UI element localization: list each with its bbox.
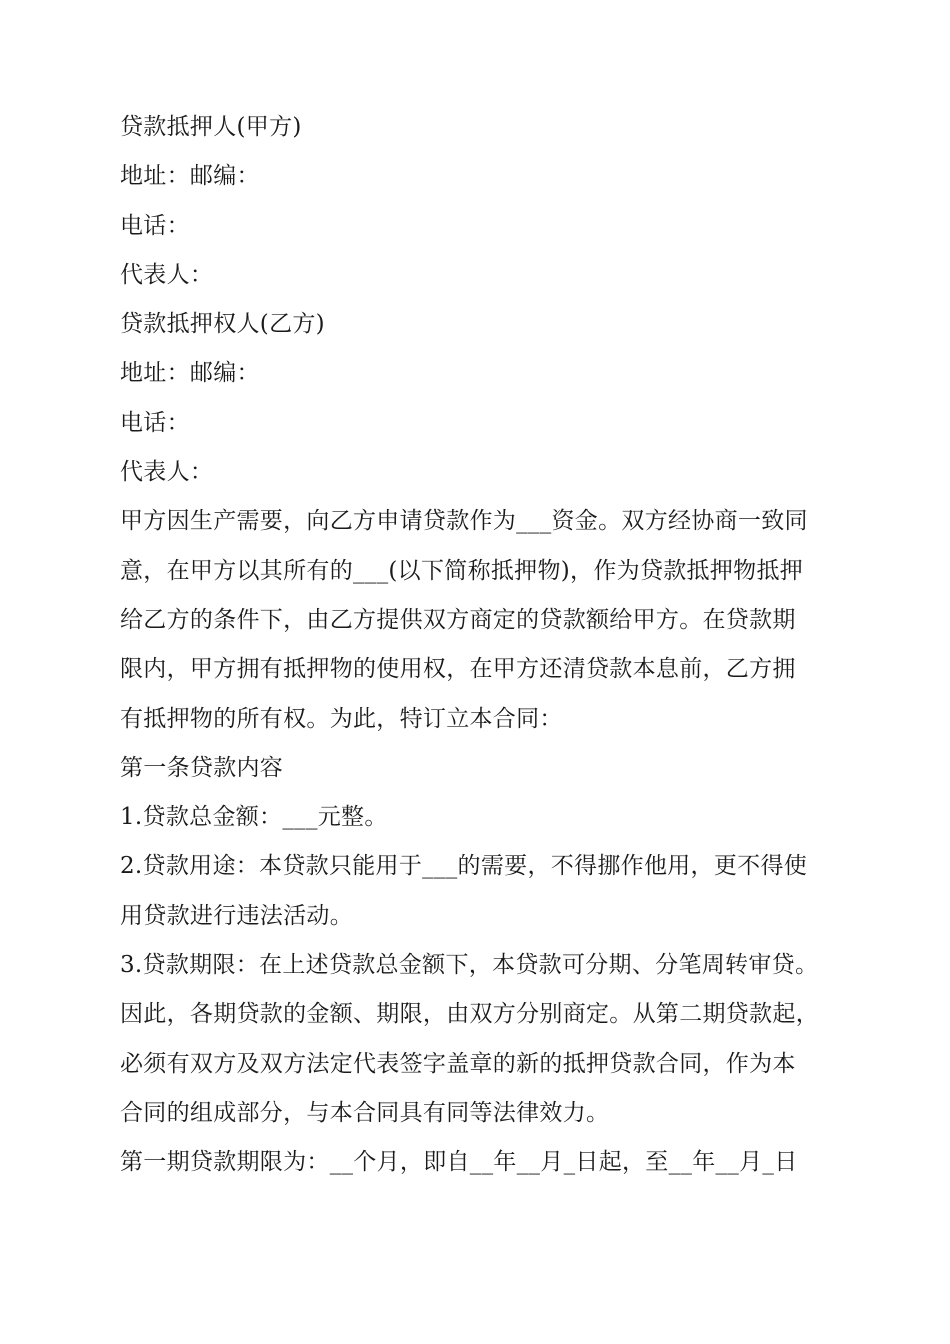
party-a-representative: 代表人：: [120, 261, 214, 288]
party-b-phone: 电话：: [120, 409, 190, 436]
preamble-line: 给乙方的条件下，由乙方提供双方商定的贷款额给甲方。在贷款期: [120, 606, 796, 633]
party-a-heading: 贷款抵押人(甲方): [120, 114, 302, 140]
party-a-address: 地址：邮编：: [120, 163, 260, 190]
party-b-representative: 代表人：: [120, 459, 214, 486]
party-a-phone: 电话：: [120, 212, 190, 239]
item-2-line: 用贷款进行违法活动。: [120, 902, 353, 929]
preamble-paragraph: [120, 497, 855, 743]
preamble-line: 限内，甲方拥有抵押物的使用权，在甲方还清贷款本息前，乙方拥: [120, 656, 796, 683]
item-2-line: 2.贷款用途：本贷款只能用于___的需要，不得挪作他用，更不得使: [120, 853, 808, 880]
party-b-address: 地址：邮编：: [120, 360, 260, 387]
article-1-item-1: 1.贷款总金额：___元整。: [120, 804, 388, 831]
party-b-heading: 贷款抵押权人(乙方): [120, 311, 325, 338]
article-1-title: 第一条贷款内容: [120, 754, 284, 781]
document-body: [120, 103, 855, 1188]
item-3-line: 3.贷款期限：在上述贷款总金额下，本贷款可分期、分笔周转审贷。: [120, 952, 819, 979]
item-3-line: 合同的组成部分，与本合同具有同等法律效力。: [120, 1099, 610, 1126]
article-1-item-3: [120, 941, 855, 1138]
article-1-item-2: [120, 842, 855, 941]
preamble-line: 有抵押物的所有权。为此，特订立本合同：: [120, 705, 563, 732]
preamble-line: 甲方因生产需要，向乙方申请贷款作为___资金。双方经协商一致同: [120, 508, 808, 535]
item-3-line: 必须有双方及双方法定代表签字盖章的新的抵押贷款合同，作为本: [120, 1050, 796, 1077]
first-term-line: 第一期贷款期限为：__个月，即自__年__月_日起，至__年__月_日: [120, 1149, 798, 1176]
preamble-line: 意，在甲方以其所有的___(以下简称抵押物)，作为贷款抵押物抵押: [120, 557, 804, 584]
item-3-line: 因此，各期贷款的金额、期限，由双方分别商定。从第二期贷款起，: [120, 1001, 819, 1028]
